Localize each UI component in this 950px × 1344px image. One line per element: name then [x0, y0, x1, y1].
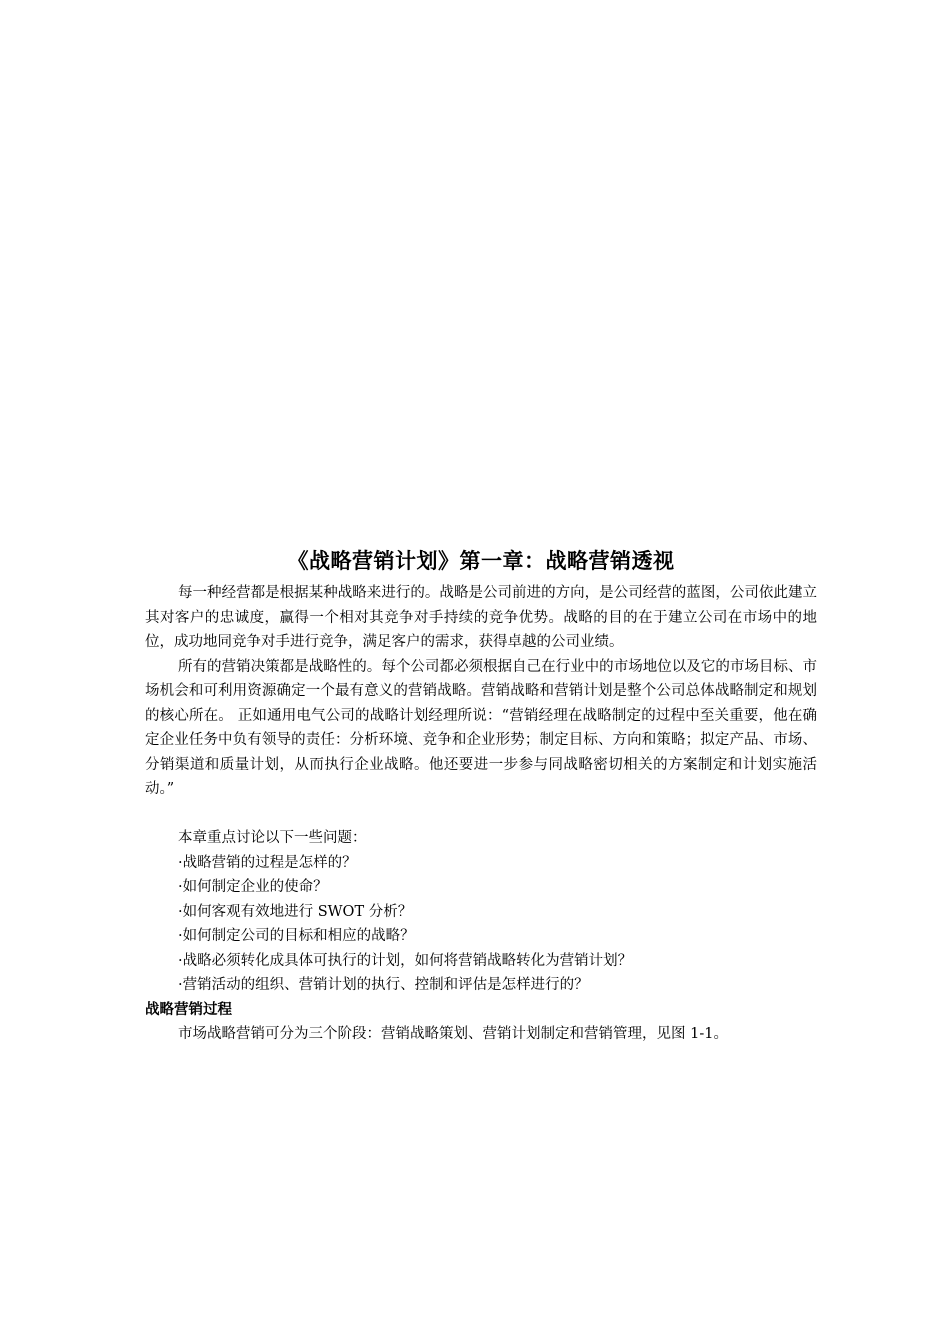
paragraph-marketing-decisions: 所有的营销决策都是战略性的。每个公司都必须根据自己在行业中的市场地位以及它的市场目标、市场机会和可利用资源确定一个最有意义的营销战略。营销战略和营销计划是整个公司总体战略制定和规划的核心所在。 正如通用电气公司的战略计划经理所说：“营销经理在战略制定的过程中至关重要，他在确定企业任务中负有领导的责任：分析环境、竞争和企业形势；制定目标、方向和策略；拟定产品、市场、分销渠道和质量计划，从而执行企业战略。他还要进一步参与同战略密切相关的方案制定和计划实施活动。” [145, 658, 817, 797]
question-item: ·如何客观有效地进行 SWOT 分析？ [178, 903, 413, 920]
document-body [145, 545, 817, 1047]
paragraph-strategy-intro: 每一种经营都是根据某种战略来进行的。战略是公司前进的方向，是公司经营的蓝图，公司依此建立其对客户的忠诚度，赢得一个相对其竞争对手持续的竞争优势。战略的目的在于建立公司在市场中的地位，成功地同竞争对手进行竞争，满足客户的需求，获得卓越的公司业绩。 [145, 585, 817, 650]
chapter-title: 《战略营销计划》第一章：战略营销透视 [287, 549, 675, 573]
question-item: ·如何制定公司的目标和相应的战略？ [178, 928, 415, 944]
section-heading: 战略营销过程 [145, 1001, 232, 1018]
blank-line [145, 802, 817, 827]
questions-intro: 本章重点讨论以下一些问题： [178, 830, 367, 846]
question-item: ·战略必须转化成具体可执行的计划，如何将营销战略转化为营销计划？ [178, 952, 633, 969]
question-item: ·如何制定企业的使命？ [178, 879, 328, 895]
section-paragraph: 市场战略营销可分为三个阶段：营销战略策划、营销计划制定和营销管理，见图 1-1。 [178, 1026, 728, 1042]
question-item: ·战略营销的过程是怎样的？ [178, 854, 357, 871]
question-item: ·营销活动的组织、营销计划的执行、控制和评估是怎样进行的？ [178, 977, 589, 993]
